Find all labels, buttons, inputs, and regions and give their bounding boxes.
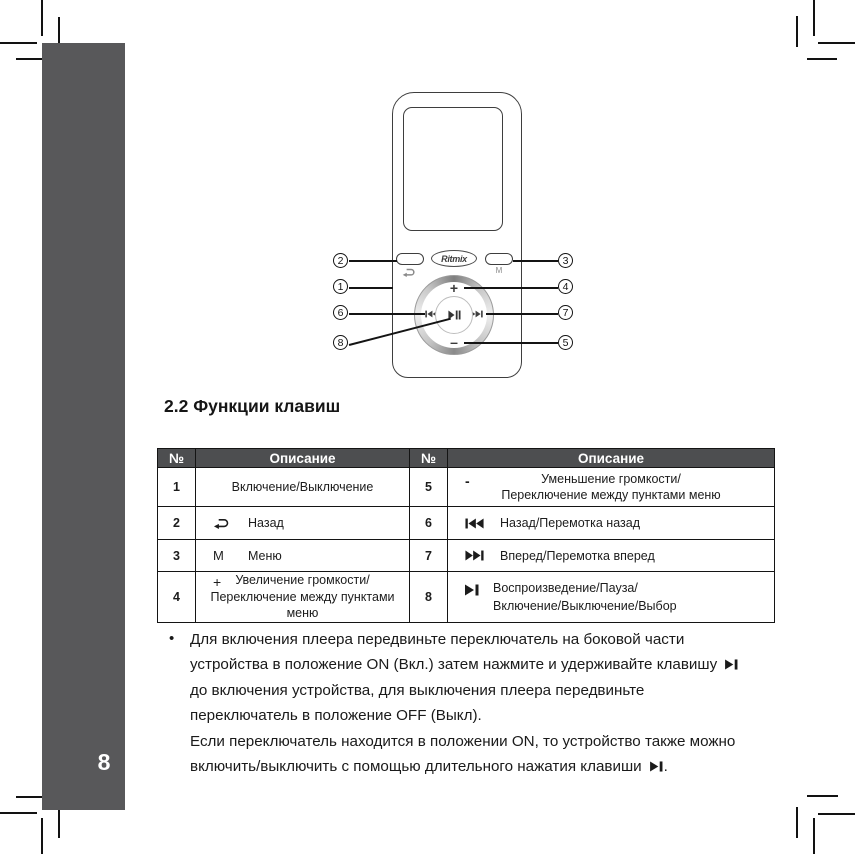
key-number: 2 xyxy=(158,507,196,540)
sidebar-band xyxy=(42,43,125,810)
key-description: - Уменьшение громкости/ Переключение между пунктами меню xyxy=(465,471,721,502)
callout-5: 5 xyxy=(558,335,573,350)
key-description: Назад xyxy=(196,516,409,530)
back-icon xyxy=(213,518,248,529)
plus-icon: + xyxy=(213,574,222,590)
next-icon xyxy=(465,550,500,561)
key-number: 5 xyxy=(410,468,448,507)
key-number: 4 xyxy=(158,572,196,623)
callout-4: 4 xyxy=(558,279,573,294)
callout-3: 3 xyxy=(558,253,573,268)
play-select-icon xyxy=(649,761,664,772)
callout-line-3 xyxy=(513,260,558,262)
callout-line-5 xyxy=(464,342,558,344)
power-notes xyxy=(167,627,792,779)
key-description: Воспроизведение/Пауза/ Включение/Выключение/Выбор xyxy=(448,579,774,615)
volume-up-key: + xyxy=(449,280,459,296)
brand-logo: Ritmix xyxy=(431,250,477,267)
note-line: включить/выключить с помощью длительного нажатия клавиши . xyxy=(190,758,668,776)
table-row xyxy=(158,540,775,572)
table-row xyxy=(158,572,775,623)
key-description: Включение/Выключение xyxy=(231,480,374,494)
crop-mark xyxy=(0,42,37,44)
table-row xyxy=(158,507,775,540)
play-select-icon xyxy=(464,584,480,596)
callout-6: 6 xyxy=(333,305,348,320)
crop-mark xyxy=(41,0,43,36)
key-description: + Увеличение громкости/ Переключение между пунктами меню xyxy=(210,573,395,620)
note-line: устройства в положение ON (Вкл.) затем нажмите и удерживайте клавишу xyxy=(190,652,792,677)
callout-line-7 xyxy=(486,313,558,315)
callout-line-6 xyxy=(349,313,425,315)
callout-line-4 xyxy=(464,287,558,289)
back-icon xyxy=(402,268,415,277)
note-line: Если переключатель находится в положении ON, то устройство также можно xyxy=(190,732,736,750)
key-number: 6 xyxy=(410,507,448,540)
crop-mark xyxy=(807,795,838,797)
volume-down-key: – xyxy=(450,334,458,350)
menu-button xyxy=(485,253,513,265)
crop-mark xyxy=(818,42,855,44)
callout-1: 1 xyxy=(333,279,348,294)
table-header-row xyxy=(158,449,775,468)
table-row xyxy=(158,468,775,507)
prev-icon xyxy=(465,518,500,529)
col-header-num: № xyxy=(158,449,196,468)
back-button xyxy=(396,253,424,265)
callout-8: 8 xyxy=(333,335,348,350)
col-header-desc: Описание xyxy=(448,449,775,468)
key-number: 1 xyxy=(158,468,196,507)
key-description: Вперед/Перемотка вперед xyxy=(448,549,774,563)
page-number: 8 xyxy=(97,749,111,775)
col-header-num: № xyxy=(410,449,448,468)
crop-mark xyxy=(796,16,798,47)
callout-2: 2 xyxy=(333,253,348,268)
menu-button-label: M xyxy=(495,266,503,275)
callout-line-1 xyxy=(349,287,393,289)
crop-mark xyxy=(58,807,60,838)
note-line: до включения устройства, для выключения плеера передвиньте xyxy=(190,681,645,699)
minus-icon: - xyxy=(465,472,470,489)
crop-mark xyxy=(818,813,855,815)
note-line: Для включения плеера передвиньте переключатель на боковой части xyxy=(190,631,685,648)
crop-mark xyxy=(41,818,43,854)
crop-mark xyxy=(813,818,815,854)
crop-mark xyxy=(796,807,798,838)
section-heading: 2.2 Функции клавиш xyxy=(164,396,341,416)
callout-line-2 xyxy=(349,260,397,262)
key-number: 3 xyxy=(158,540,196,572)
play-select-icon xyxy=(724,659,739,670)
col-header-desc: Описание xyxy=(196,449,410,468)
key-functions-table xyxy=(157,448,775,623)
key-number: 8 xyxy=(410,572,448,623)
menu-key-label: M xyxy=(213,548,224,563)
note-line: переключатель в положение OFF (Выкл). xyxy=(190,707,482,725)
key-number: 7 xyxy=(410,540,448,572)
key-description: Назад/Перемотка назад xyxy=(448,516,774,530)
bullet: • xyxy=(169,630,175,647)
player-screen xyxy=(403,107,503,231)
crop-mark xyxy=(807,58,837,60)
crop-mark xyxy=(813,0,815,36)
callout-7: 7 xyxy=(558,305,573,320)
play-pause-button xyxy=(435,296,473,334)
crop-mark xyxy=(0,812,37,814)
key-description: M Меню xyxy=(213,548,282,563)
